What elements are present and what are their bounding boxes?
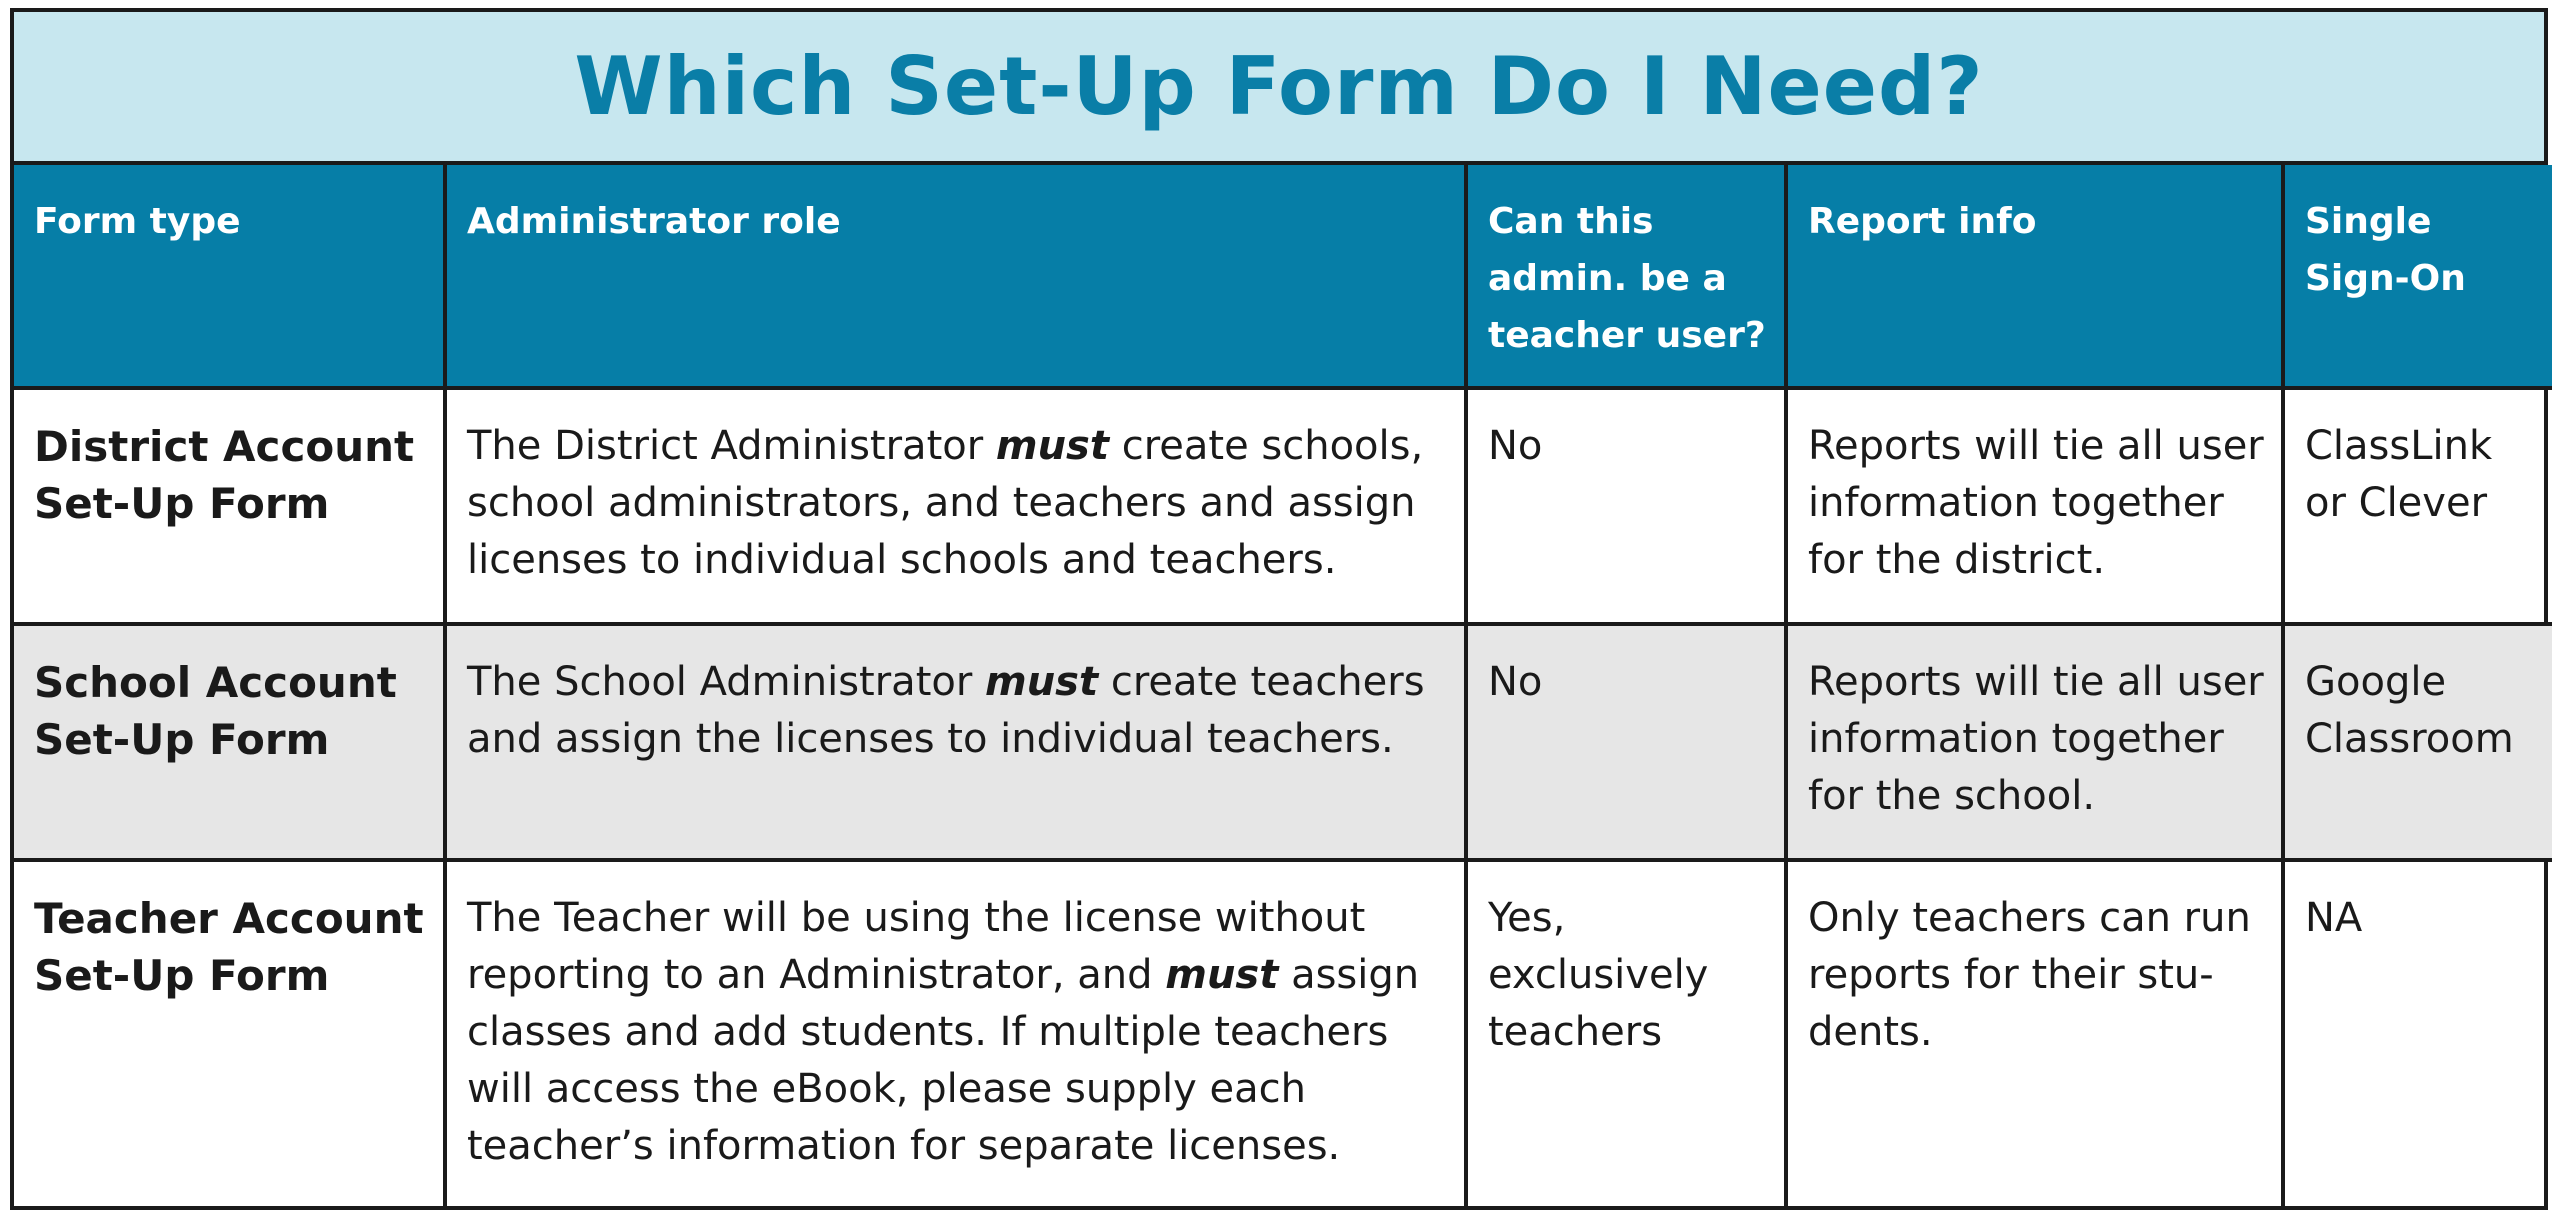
must-emphasis: must	[1165, 952, 1279, 998]
header-sso: Single Sign-On	[2283, 165, 2552, 388]
page-title: Which Set-Up Form Do I Need?	[574, 40, 1984, 133]
admin-role-text: The Teacher will be using the license without reporting to an Administrator, and	[467, 895, 1366, 998]
table-row-district	[14, 388, 2552, 624]
table-row-school	[14, 624, 2552, 860]
must-emphasis: must	[985, 659, 1099, 705]
admin-role-text: The School Administrator	[467, 659, 986, 705]
admin-role-cell	[445, 860, 1466, 1209]
form-type-cell: Teacher Account Set-Up Form	[34, 894, 424, 1000]
title-bar	[14, 12, 2544, 165]
form-type-cell: School Account Set-Up Form	[14, 624, 445, 860]
header-teacher-user: Can this admin. be a teacher user?	[1466, 165, 1786, 388]
must-emphasis: must	[995, 423, 1109, 469]
form-type-cell: District Account Set-Up Form	[14, 388, 445, 624]
admin-role-cell	[445, 624, 1466, 860]
teacher-user-cell: Yes, exclusively teachers	[1466, 860, 1786, 1209]
admin-role-cell	[445, 388, 1466, 624]
table-header-row	[14, 165, 2552, 388]
sso-cell: ClassLink or Clever	[2283, 388, 2552, 624]
setup-form-table-frame	[10, 8, 2548, 1210]
admin-role-text: The District Administrator	[467, 423, 996, 469]
sso-cell: NA	[2283, 860, 2552, 1209]
sso-cell: Google Classroom	[2283, 624, 2552, 860]
teacher-user-cell: No	[1466, 388, 1786, 624]
teacher-user-cell: No	[1466, 624, 1786, 860]
report-info-cell: Reports will tie all user information together for the school.	[1786, 624, 2283, 860]
header-admin-role: Administrator role	[445, 165, 1466, 388]
table-row-teacher	[14, 860, 2552, 1209]
admin-role-text: create teachers and assign the licenses to individual teachers.	[467, 659, 1425, 762]
header-form-type: Form type	[14, 165, 445, 388]
report-info-cell: Reports will tie all user information together for the district.	[1786, 388, 2283, 624]
header-report-info: Report info	[1786, 165, 2283, 388]
admin-role-text: assign classes and add students. If multiple teachers will access the eBook, please supply each teacher’s information for separate licenses.	[467, 952, 1420, 1169]
setup-form-table	[14, 165, 2552, 1209]
report-info-cell: Only teachers can run reports for their stu-dents.	[1786, 860, 2283, 1209]
admin-role-text: create schools, school administrators, and teachers and assign licenses to individual schools and teachers.	[467, 423, 1424, 583]
